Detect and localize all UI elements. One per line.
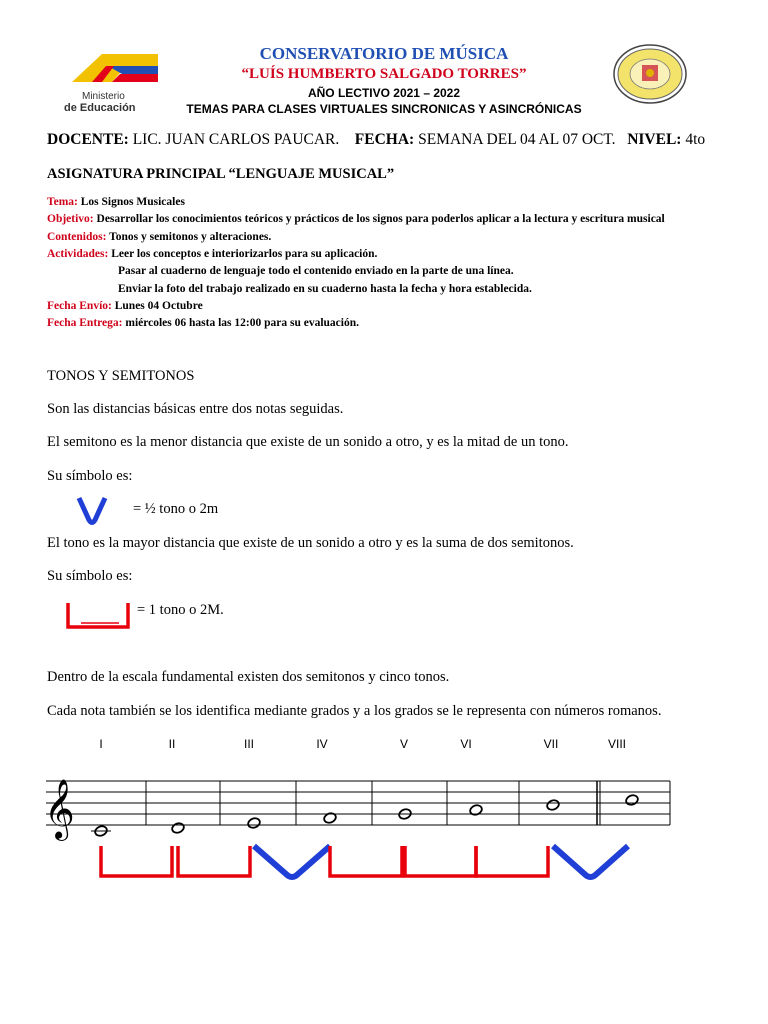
- semitone-equation: = ½ tono o 2m: [133, 501, 219, 517]
- notes: [91, 794, 639, 838]
- objetivo-value: Desarrollar los conocimientos teóricos y prácticos de los signos para poderlos aplicar a la lectura y escritura musical: [96, 213, 665, 225]
- meta-envio: [47, 300, 203, 312]
- contenidos-label: Contenidos:: [47, 231, 107, 243]
- header-topics: TEMAS PARA CLASES VIRTUALES SINCRONICAS Y ASINCRÓNICAS: [186, 102, 582, 116]
- tone-symbol-icon: [101, 846, 172, 876]
- actividades-2: Pasar al cuaderno de lenguaje todo el contenido enviado en la parte de una línea.: [118, 265, 514, 277]
- degree-label-7: VII: [543, 737, 559, 751]
- symbol-label-1: Su símbolo es:: [47, 468, 133, 484]
- envio-value: Lunes 04 Octubre: [114, 300, 203, 312]
- whole-note: [625, 794, 639, 807]
- envio-label: Fecha Envío:: [47, 300, 112, 312]
- tone-equation: = 1 tono o 2M.: [137, 602, 224, 618]
- tema-value: Los Signos Musicales: [80, 196, 185, 208]
- tone-symbol-icon: [405, 846, 476, 876]
- meta-actividades: [47, 248, 377, 260]
- music-staff: [0, 760, 768, 890]
- section-title: TONOS Y SEMITONOS: [47, 368, 195, 384]
- contenidos-value: Tonos y semitonos y alteraciones.: [109, 231, 272, 243]
- tone-symbol-icon: [65, 601, 131, 631]
- interval-symbols: [101, 846, 628, 877]
- degree-label-2: II: [168, 737, 176, 751]
- degree-label-5: V: [399, 737, 408, 751]
- actividades-label: Actividades:: [47, 248, 109, 260]
- semitone-symbol-icon: [553, 846, 628, 877]
- entrega-label: Fecha Entrega:: [47, 317, 123, 329]
- entrega-value: miércoles 06 hasta las 12:00 para su evaluación.: [125, 317, 359, 329]
- objetivo-label: Objetivo:: [47, 213, 94, 225]
- actividades-3: Enviar la foto del trabajo realizado en su cuaderno hasta la fecha y hora establecida.: [118, 283, 532, 295]
- meta-contenidos: [47, 231, 271, 243]
- logo-line1: Ministerio: [82, 91, 125, 102]
- semitone-symbol-icon: [75, 494, 109, 528]
- asignatura-title: ASIGNATURA PRINCIPAL “LENGUAJE MUSICAL”: [47, 166, 395, 182]
- tone-symbol-icon: [178, 846, 250, 876]
- paragraph-4: Dentro de la escala fundamental existen dos semitonos y cinco tonos.: [47, 669, 450, 685]
- paragraph-2: El semitono es la menor distancia que existe de un sonido a otro, y es la mitad de un tono.: [47, 434, 569, 450]
- nivel-label: NIVEL:: [627, 131, 682, 148]
- paragraph-3: El tono es la mayor distancia que existe de un sonido a otro y es la suma de dos semitonos.: [47, 535, 574, 551]
- docente-value: LIC. JUAN CARLOS PAUCAR.: [132, 131, 340, 148]
- header-year: AÑO LECTIVO 2021 – 2022: [307, 86, 461, 100]
- meta-objetivo: [47, 213, 665, 225]
- paragraph-5: Cada nota también se los identifica mediante grados y a los grados se le representa con números romanos.: [47, 703, 662, 719]
- fecha-label: FECHA:: [354, 131, 415, 148]
- whole-note: [171, 822, 185, 835]
- docente-label: DOCENTE:: [47, 131, 129, 148]
- nivel-value: 4to: [685, 131, 706, 148]
- staff-lines: [46, 781, 670, 825]
- treble-clef-icon: 𝄞: [44, 779, 75, 839]
- whole-note: [546, 799, 560, 812]
- actividades-1: Leer los conceptos e interiorizarlos para su aplicación.: [111, 248, 378, 260]
- meta-entrega: [47, 317, 359, 329]
- degree-label-3: III: [243, 737, 254, 751]
- header-title: CONSERVATORIO DE MÚSICA: [259, 44, 509, 63]
- fecha-value: SEMANA DEL 04 AL 07 OCT.: [418, 131, 616, 148]
- paragraph-1: Son las distancias básicas entre dos notas seguidas.: [47, 401, 344, 417]
- info-line: [47, 131, 705, 149]
- tone-symbol-icon: [330, 846, 402, 876]
- tema-label: Tema:: [47, 196, 78, 208]
- degree-label-8: VIII: [607, 737, 626, 751]
- degree-label-6: VI: [460, 737, 472, 751]
- degree-label-1: I: [99, 737, 103, 751]
- whole-note: [247, 817, 261, 830]
- degree-label-4: IV: [316, 737, 328, 751]
- logo-line2: de Educación: [64, 102, 136, 114]
- symbol-label-2: Su símbolo es:: [47, 568, 133, 584]
- meta-tema: [47, 196, 185, 208]
- tone-symbol-icon: [476, 846, 548, 876]
- semitone-symbol-icon: [254, 846, 330, 877]
- header-subtitle: “LUÍS HUMBERTO SALGADO TORRES”: [241, 66, 527, 82]
